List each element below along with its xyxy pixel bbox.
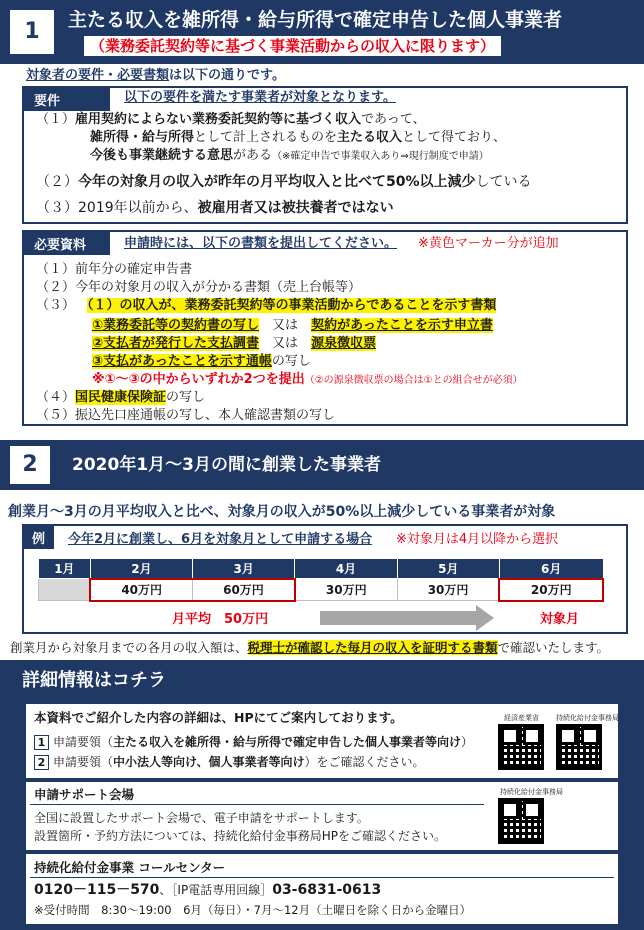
document-4: （４）国民健康保険証の写し [36, 390, 206, 405]
requirement-2: （２）今年の対象月の収入が昨年の月平均収入と比べて50%以上減少している [36, 174, 532, 190]
callcenter-hours: ※受付時間 8:30～19:00 6月（毎日）・7月～12月（土曜日を除く日から金曜日） [34, 903, 472, 917]
requirement-1-line-2: 雑所得・給与所得として計上されるものを主たる収入として得ており、 [90, 130, 507, 145]
support-line-1: 全国に設置したサポート会場で、電子申請をサポートします。 [34, 811, 369, 825]
qr-code-meti-icon[interactable] [498, 724, 544, 770]
section-2-title: 2020年1月～3月の間に創業した事業者 [72, 455, 381, 475]
info-box-support-heading: 申請サポート会場 [34, 787, 135, 802]
average-label: 月平均 50万円 [172, 612, 269, 627]
month-header: 6月 [499, 559, 603, 579]
documents-heading: 申請時には、以下の書類を提出してください。 [124, 236, 398, 251]
target-month-label: 対象月 [540, 612, 580, 627]
month-header: 1月 [39, 559, 91, 579]
guideline-link-1[interactable]: 1 申請要領（主たる収入を雑所得・給与所得で確定申告した個人事業者等向け） [34, 734, 473, 750]
qr-code-office-icon[interactable] [556, 724, 602, 770]
section-2-lead: 創業月～3月の月平均収入と比べ、対象月の収入が50%以上減少している事業者が対象 [8, 504, 556, 520]
month-header: 3月 [193, 559, 295, 579]
amount-cell-mar: 60万円 [193, 579, 295, 601]
monthly-income-table [38, 558, 604, 602]
info-box-callcenter-heading: 持続化給付金事業 コールセンター [34, 860, 226, 875]
amount-cell-feb: 40万円 [90, 579, 192, 601]
amount-cell-jun: 20万円 [499, 579, 603, 601]
document-1: （１）前年分の確定申告書 [36, 262, 193, 277]
document-3-note: ※①～③の中からいずれか2つを提出（②の源泉徴収票の場合は①との組合せが必須） [92, 372, 523, 387]
requirements-tag: 要件 [24, 88, 110, 111]
table-header-row [39, 559, 604, 579]
amount-cell-jan [39, 579, 91, 601]
callcenter-divider [30, 877, 614, 878]
callcenter-phone[interactable]: 0120－115－570、［IP電話専用回線］03-6831-0613 [34, 882, 382, 898]
requirement-3: （３）2019年以前から、被雇用者又は被扶養者ではない [36, 200, 394, 216]
qr-label-meti: 経済産業省 [504, 714, 539, 722]
document-3-option-1: ①業務委託等の契約書の写し 又は 契約があったことを示す申立書 [92, 318, 493, 333]
section-2-confirm: 創業月から対象月までの各月の収入額は、税理士が確認した毎月の収入を証明する書類で確認いたします。 [10, 640, 610, 655]
document-5: （５）振込先口座通帳の写し、本人確認書類の写し [36, 408, 336, 423]
amount-cell-apr: 30万円 [295, 579, 397, 601]
info-box-guidelines-heading: 本資料でご紹介した内容の詳細は、HPにてご案内しております。 [34, 710, 403, 725]
table-row [39, 579, 604, 601]
qr-label-office: 持続化給付金事務局 [556, 714, 619, 722]
month-header: 2月 [90, 559, 192, 579]
documents-note: ※黄色マーカー分が追加 [418, 236, 559, 251]
document-3-option-3: ③支払があったことを示す通帳の写し [92, 354, 311, 369]
arrow-head [476, 605, 494, 631]
section-1-title: 主たる収入を雑所得・給与所得で確定申告した個人事業者 [68, 9, 563, 31]
document-3-option-2: ②支払者が発行した支払調書 又は 源泉徴収票 [92, 336, 377, 351]
document-3: （３） （１）の収入が、業務委託契約等の事業活動からであることを示す書類 [36, 298, 497, 313]
document-2: （２）今年の対象月の収入が分かる書類（売上台帳等） [36, 280, 362, 295]
requirement-1-line-3: 今後も事業継続する意思がある（※確定申告で事業収入あり⇒現行制度で申請） [90, 148, 489, 163]
documents-tag: 必要資料 [24, 232, 110, 255]
section-3-title: 詳細情報はコチラ [22, 670, 166, 691]
section-1-number: 1 [10, 10, 54, 54]
month-header: 5月 [397, 559, 499, 579]
guideline-link-2[interactable]: 2 申請要領（中小法人等向け、個人事業者等向け）をご確認ください。 [34, 754, 425, 770]
support-line-2: 設置箇所・予約方法については、持続化給付金事務局HPをご確認ください。 [34, 829, 447, 843]
example-note: ※対象月は4月以降から選択 [396, 532, 559, 547]
section-2-number: 2 [10, 446, 50, 484]
qr-code-support-icon[interactable] [498, 798, 544, 844]
qr-label-support: 持続化給付金事務局 [500, 788, 563, 796]
support-divider [30, 804, 484, 805]
example-tag: 例 [24, 526, 54, 549]
requirements-heading: 以下の要件を満たす事業者が対象となります。 [124, 90, 396, 105]
amount-cell-may: 30万円 [397, 579, 499, 601]
requirement-1-line-1: （１）雇用契約によらない業務委託契約等に基づく収入であって、 [36, 112, 426, 127]
section-1-subtitle: （業務委託契約等に基づく事業活動からの収入に限ります） [84, 36, 501, 56]
arrow-to-target [320, 611, 476, 625]
section-1-intro: 対象者の要件・必要書類は以下の通りです。 [26, 68, 285, 83]
month-header: 4月 [295, 559, 397, 579]
example-heading: 今年2月に創業し、6月を対象月として申請する場合 [68, 532, 373, 547]
